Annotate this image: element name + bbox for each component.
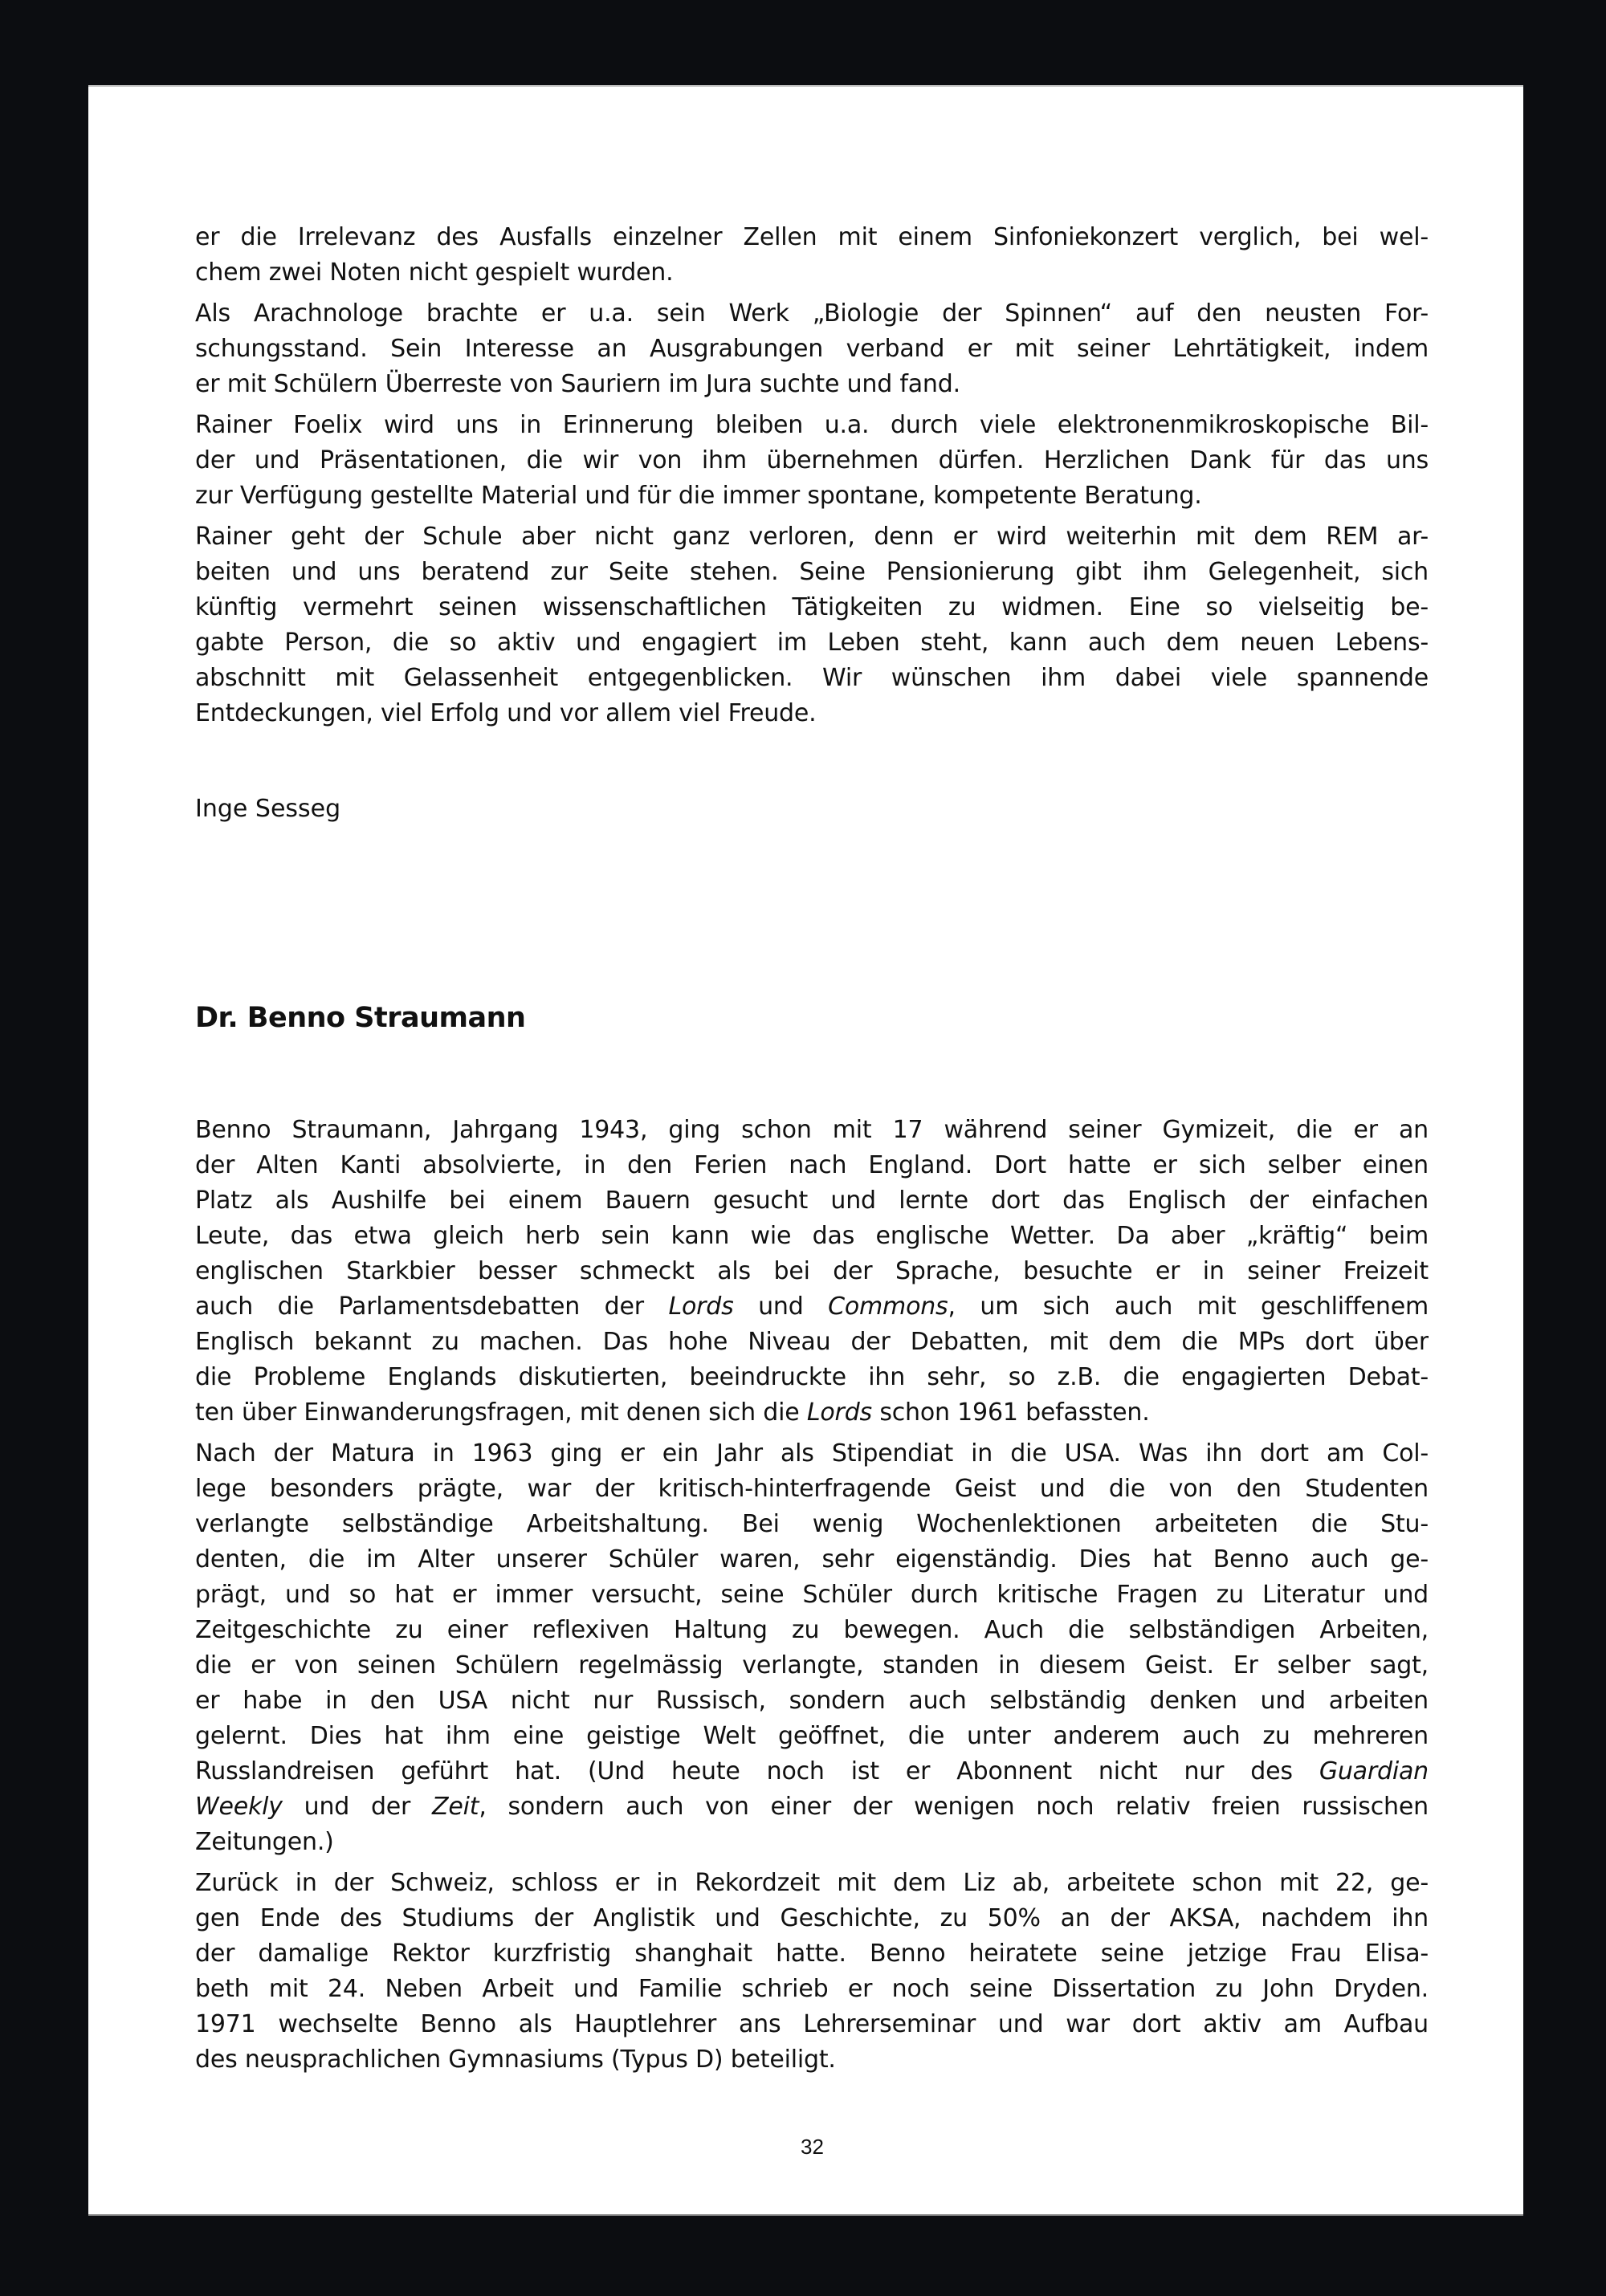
text-line: verlangte selbständige Arbeitshaltung. Bei wenig Wochenlektionen arbeiteten die Stu-: [195, 1510, 1429, 1538]
text-line: prägt, und so hat er immer versucht, seine Schüler durch kritische Fragen zu Literatur und: [195, 1581, 1429, 1609]
page-number: 32: [801, 2135, 824, 2159]
italic-term: Lords: [668, 1293, 734, 1321]
text-line: Englisch bekannt zu machen. Das hohe Niveau der Debatten, mit dem die MPs dort über: [195, 1328, 1429, 1356]
text-line: gen Ende des Studiums der Anglistik und Geschichte, zu 50% an der AKSA, nachdem ihn: [195, 1904, 1429, 1932]
paragraph: [195, 1436, 1429, 1860]
text-line: Benno Straumann, Jahrgang 1943, ging schon mit 17 während seiner Gymizeit, die er an: [195, 1116, 1429, 1144]
text-line: die Probleme Englands diskutierten, beeindruckte ihn sehr, so z.B. die engagierten Debat-: [195, 1363, 1429, 1391]
author-signature: Inge Sesseg: [195, 795, 341, 823]
text-line: auch die Parlamentsdebatten der Lords und Commons, um sich auch mit geschliffenem: [195, 1293, 1429, 1321]
text-line: beth mit 24. Neben Arbeit und Familie schrieb er noch seine Dissertation zu John Dryden.: [195, 1975, 1429, 2003]
text-line: englischen Starkbier besser schmeckt als bei der Sprache, besuchte er in seiner Freizeit: [195, 1257, 1429, 1285]
text-line: Zeitgeschichte zu einer reflexiven Haltung zu bewegen. Auch die selbständigen Arbeiten,: [195, 1616, 1429, 1644]
italic-term: Commons: [828, 1293, 948, 1321]
text-line: Zurück in der Schweiz, schloss er in Rekordzeit mit dem Liz ab, arbeitete schon mit 22, ge-: [195, 1869, 1429, 1897]
text-line: Zeitungen.): [195, 1828, 334, 1856]
text-line: Rainer geht der Schule aber nicht ganz verloren, denn er wird weiterhin mit dem REM ar-: [195, 523, 1429, 551]
text-line: der damalige Rektor kurzfristig shanghait hatte. Benno heiratete seine jetzige Frau Elisa-: [195, 1940, 1429, 1968]
text-line: Als Arachnologe brachte er u.a. sein Werk „Biologie der Spinnen“ auf den neusten For-: [195, 299, 1429, 328]
text-line: abschnitt mit Gelassenheit entgegenblicken. Wir wünschen ihm dabei viele spannende: [195, 664, 1429, 692]
text-line: Nach der Matura in 1963 ging er ein Jahr als Stipendiat in die USA. Was ihn dort am Col-: [195, 1439, 1429, 1468]
text-line: zur Verfügung gestellte Material und für die immer spontane, kompetente Beratung.: [195, 482, 1202, 510]
text-line: gelernt. Dies hat ihm eine geistige Welt geöffnet, die unter anderem auch zu mehreren: [195, 1722, 1429, 1750]
text-line: Entdeckungen, viel Erfolg und vor allem viel Freude.: [195, 699, 817, 727]
paragraph: [195, 1866, 1429, 2078]
italic-term: Guardian: [1319, 1757, 1429, 1785]
text-line: Weekly und der Zeit, sondern auch von einer der wenigen noch relativ freien russischen: [195, 1793, 1429, 1821]
text-line: die er von seinen Schülern regelmässig verlangte, standen in diesem Geist. Er selber sagt,: [195, 1651, 1429, 1679]
italic-term: Zeit: [432, 1793, 479, 1821]
text-line: er die Irrelevanz des Ausfalls einzelner Zellen mit einem Sinfoniekonzert verglich, bei wel-: [195, 223, 1429, 251]
italic-term: Lords: [806, 1398, 872, 1427]
text-line: 1971 wechselte Benno als Hauptlehrer ans Lehrerseminar und war dort aktiv am Aufbau: [195, 2010, 1429, 2038]
document-page: [88, 85, 1523, 2216]
italic-term: Weekly: [195, 1793, 283, 1821]
text-line: künftig vermehrt seinen wissenschaftlichen Tätigkeiten zu widmen. Eine so vielseitig be-: [195, 593, 1429, 621]
text-line: der und Präsentationen, die wir von ihm übernehmen dürfen. Herzlichen Dank für das uns: [195, 446, 1429, 474]
text-line: der Alten Kanti absolvierte, in den Ferien nach England. Dort hatte er sich selber einen: [195, 1151, 1429, 1179]
paragraph: [195, 1113, 1429, 1431]
section-2-body: [195, 1113, 1429, 2083]
text-line: Platz als Aushilfe bei einem Bauern gesucht und lernte dort das Englisch der einfachen: [195, 1187, 1429, 1215]
text-line: lege besonders prägte, war der kritisch-hinterfragende Geist und die von den Studenten: [195, 1475, 1429, 1503]
text-line: beiten und uns beratend zur Seite stehen. Seine Pensionierung gibt ihm Gelegenheit, sich: [195, 558, 1429, 586]
text-line: gabte Person, die so aktiv und engagiert im Leben steht, kann auch dem neuen Lebens-: [195, 629, 1429, 657]
text-line: ten über Einwanderungsfragen, mit denen sich die Lords schon 1961 befassten.: [195, 1398, 1150, 1427]
paragraph: [195, 408, 1429, 514]
section-heading: Dr. Benno Straumann: [195, 1002, 526, 1034]
text-line: schungsstand. Sein Interesse an Ausgrabungen verband er mit seiner Lehrtätigkeit, indem: [195, 335, 1429, 363]
text-line: denten, die im Alter unserer Schüler waren, sehr eigenständig. Dies hat Benno auch ge-: [195, 1545, 1429, 1573]
text-line: chem zwei Noten nicht gespielt wurden.: [195, 259, 674, 287]
paragraph: [195, 296, 1429, 402]
text-line: er habe in den USA nicht nur Russisch, sondern auch selbständig denken und arbeiten: [195, 1687, 1429, 1715]
text-line: er mit Schülern Überreste von Sauriern im Jura suchte und fand.: [195, 370, 960, 398]
text-line: Rainer Foelix wird uns in Erinnerung bleiben u.a. durch viele elektronenmikroskopische Bil-: [195, 411, 1429, 439]
paragraph: [195, 220, 1429, 291]
text-line: Russlandreisen geführt hat. (Und heute noch ist er Abonnent nicht nur des Guardian: [195, 1757, 1429, 1785]
text-line: des neusprachlichen Gymnasiums (Typus D) beteiligt.: [195, 2046, 836, 2074]
section-1-body: [195, 220, 1429, 737]
paragraph: [195, 519, 1429, 731]
text-line: Leute, das etwa gleich herb sein kann wie das englische Wetter. Da aber „kräftig“ beim: [195, 1222, 1429, 1250]
